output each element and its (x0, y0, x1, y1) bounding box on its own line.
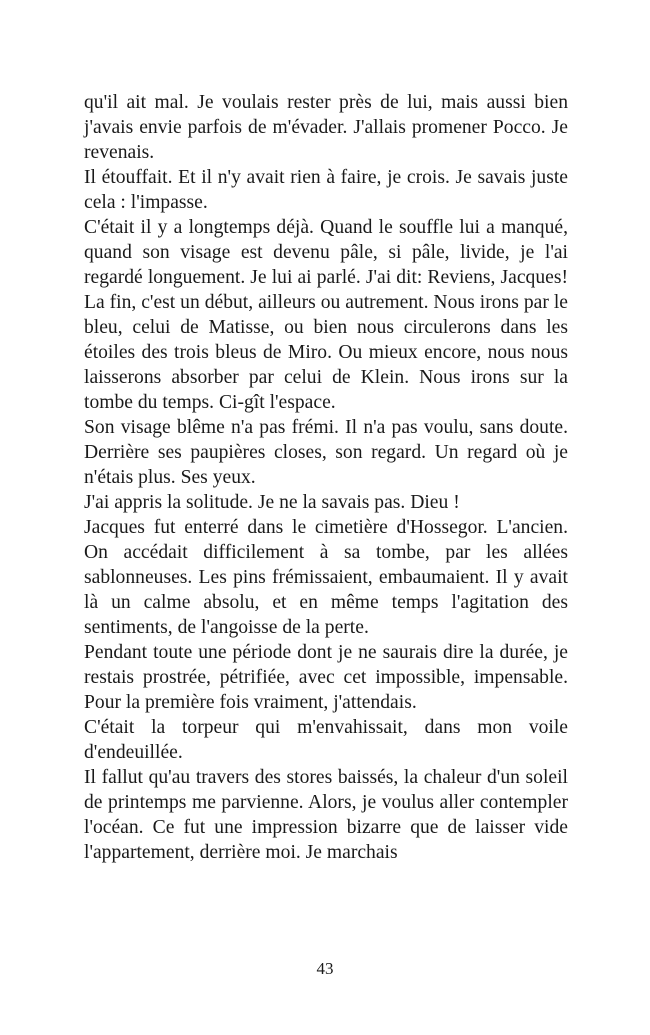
paragraph: J'ai appris la solitude. Je ne la savais pas. Dieu ! (84, 492, 460, 513)
page-number: 43 (316, 959, 334, 978)
paragraph: Il fallut qu'au travers des stores baissés, la chaleur d'un soleil de printemps me parvienne. Alors, je voulus aller contempler l'océan. Ce fut une impression bizarre que de laisser vide l'appartement, derrière moi. Je marchais (84, 767, 568, 863)
paragraph: qu'il ait mal. Je voulais rester près de lui, mais aussi bien j'avais envie parfois de m'évader. J'allais promener Pocco. Je revenais. (84, 92, 568, 163)
paragraph: Pendant toute une période dont je ne saurais dire la durée, je restais prostrée, pétrifiée, avec cet impossible, impensable. Pour la première fois vraiment, j'attendais. (84, 642, 568, 713)
paragraph: Jacques fut enterré dans le cimetière d'Hossegor. L'ancien. On accédait difficilement à sa tombe, par les allées sablonneuses. Les pins frémissaient, embaumaient. Il y avait là un calme absolu, et en même temps l'agitation des sentiments, de l'angoisse de la perte. (84, 517, 568, 638)
paragraph: Son visage blême n'a pas frémi. Il n'a pas voulu, sans doute. Derrière ses paupières closes, son regard. Un regard où je n'étais plus. Ses yeux. (84, 417, 568, 488)
body-text (84, 90, 568, 865)
paragraph: Il étouffait. Et il n'y avait rien à faire, je crois. Je savais juste cela : l'impasse. (84, 167, 568, 213)
paragraph: C'était la torpeur qui m'envahissait, dans mon voile d'endeuillée. (84, 717, 568, 763)
paragraph: C'était il y a longtemps déjà. Quand le souffle lui a manqué, quand son visage est devenu pâle, si pâle, livide, je l'ai regardé longuement. Je lui ai parlé. J'ai dit: Reviens, Jacques! La fin, c'est un début, ailleurs ou autrement. Nous irons par le bleu, celui de Matisse, ou bien nous circulerons dans les étoiles des trois bleus de Miro. Ou mieux encore, nous nous laisserons absorber par celui de Klein. Nous irons sur la tombe du temps. Ci-gît l'espace. (84, 217, 568, 413)
